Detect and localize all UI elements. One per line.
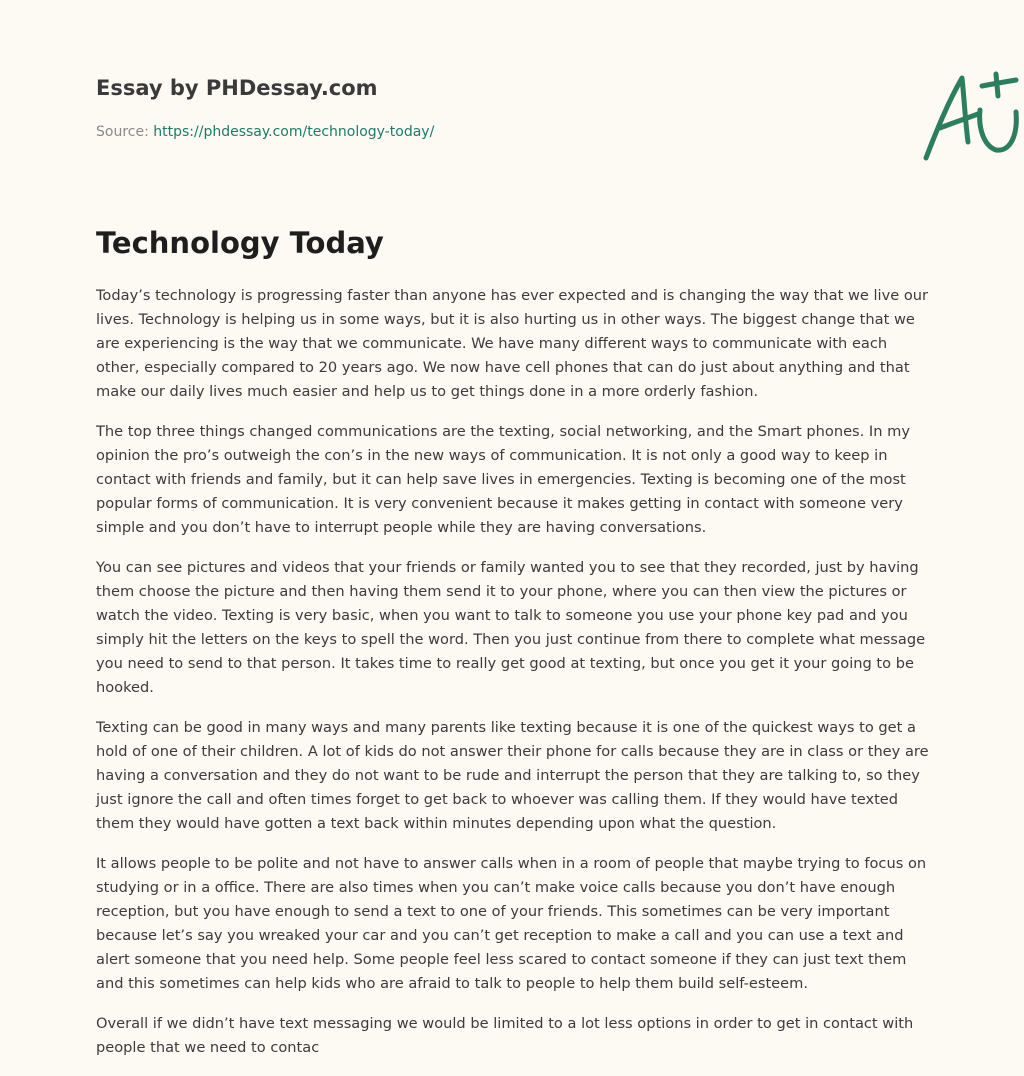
site-title: Essay by PHDessay.com bbox=[96, 76, 378, 100]
essay-paragraph: The top three things changed communications are the texting, social networking, and the Smart phones. In my opinion the pro’s outweigh the con’s in the new ways of communication. It is not only a good way to keep in contact with friends and family, but it can help save lives in emergencies. Texting is becoming one of the most popular forms of communication. It is very convenient because it makes getting in contact with someone very simple and you don’t have to interrupt people while they are having conversations. bbox=[96, 423, 910, 536]
source-line bbox=[96, 124, 434, 140]
source-link[interactable]: https://phdessay.com/technology-today/ bbox=[153, 124, 435, 140]
essay-paragraph: Texting can be good in many ways and many parents like texting because it is one of the quickest ways to get a hold of one of their children. A lot of kids do not answer their phone for calls because they are in class or they are having a conversation and they do not want to be rude and interrupt the person that they are talking to, so they just ignore the call and often times forget to get back to whoever was calling them. If they would have texted them they would have gotten a text back within minutes depending upon what the question. bbox=[96, 719, 929, 832]
essay-paragraph: You can see pictures and videos that your friends or family wanted you to see that they recorded, just by having them choose the picture and then having them send it to your phone, where you can then view the pictures or watch the video. Texting is very basic, when you want to talk to someone you use your phone key pad and you simply hit the letters on the keys to spell the word. Then you just continue from there to complete what message you need to send to that person. It takes time to really get good at texting, but once you get it your going to be hooked. bbox=[96, 559, 926, 696]
essay-paragraph: Today’s technology is progressing faster than anyone has ever expected and is changing the way that we live our lives. Technology is helping us in some ways, but it is also hurting us in other ways. The biggest change that we are experiencing is the way that we communicate. We have many different ways to communicate with each other, especially compared to 20 years ago. We now have cell phones that can do just about anything and that make our daily lives much easier and help us to get things done in a more orderly fashion. bbox=[96, 287, 929, 400]
essay-paragraph: Overall if we didn’t have text messaging we would be limited to a lot less options in order to get in contact with people that we need to contac bbox=[96, 1015, 914, 1056]
source-label: Source: bbox=[96, 124, 149, 140]
essay-body bbox=[96, 284, 930, 1076]
essay-paragraph: It allows people to be polite and not have to answer calls when in a room of people that maybe trying to focus on studying or in a office. There are also times when you can’t make voice calls because you don’t have enough reception, but you have enough to send a text to one of your friends. This sometimes can be very important because let’s say you wreaked your car and you can’t get reception to make a call and you can use a text and alert someone that you need help. Some people feel less scared to contact someone if they can just text them and this sometimes can help kids who are afraid to talk to people to help them build self-esteem. bbox=[96, 855, 927, 992]
a-plus-grade-icon bbox=[918, 66, 1024, 166]
essay-title: Technology Today bbox=[96, 226, 384, 260]
